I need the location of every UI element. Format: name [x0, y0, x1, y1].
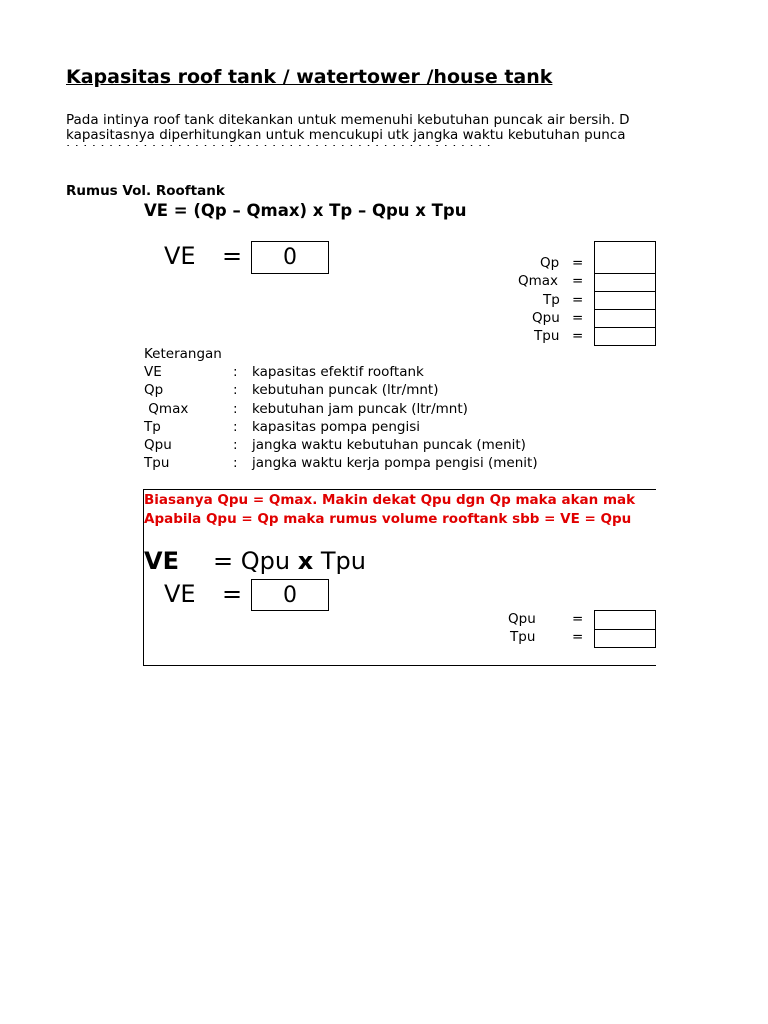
input-eq-qp: =: [572, 255, 584, 271]
intro-line-2: kapasitasnya diperhitungkan untuk mencukupi utk jangka waktu kebutuhan punca: [66, 127, 626, 143]
keterangan-desc-tpu: jangka waktu kerja pompa pengisi (menit): [252, 455, 538, 471]
rumus-heading: Rumus Vol. Rooftank: [66, 183, 225, 199]
keterangan-term-qp: Qp: [144, 382, 164, 398]
ve2-equals: =: [222, 580, 243, 608]
keterangan-desc-qp: kebutuhan puncak (ltr/mnt): [252, 382, 439, 398]
page-title: Kapasitas roof tank / watertower /house tank: [66, 66, 553, 88]
input2-label-tpu: Tpu: [510, 629, 536, 645]
intro-line-3-clipped: [66, 145, 656, 148]
ve-result-cell[interactable]: [251, 241, 329, 274]
keterangan-sep: :: [233, 419, 238, 435]
simplified-ve: VE: [144, 547, 179, 575]
keterangan-desc-qpu: jangka waktu kebutuhan puncak (menit): [252, 437, 526, 453]
note-line-1: Biasanya Qpu = Qmax. Makin dekat Qpu dgn Qp maka akan mak: [144, 492, 636, 508]
ve2-result-cell[interactable]: [251, 579, 329, 611]
keterangan-term-ve: VE: [144, 364, 162, 380]
intro-line-1: Pada intinya roof tank ditekankan untuk memenuhi kebutuhan puncak air bersih. D: [66, 112, 630, 128]
input-cell-qpu[interactable]: [594, 309, 656, 328]
ve-result-value: 0: [283, 245, 297, 270]
keterangan-desc-tp: kapasitas pompa pengisi: [252, 419, 421, 435]
simplified-tpu: Tpu: [320, 547, 366, 575]
keterangan-term-tpu: Tpu: [144, 455, 170, 471]
simplified-formula: [144, 547, 366, 575]
input-eq-tp: =: [572, 292, 584, 308]
input-label-qpu: Qpu: [532, 310, 560, 326]
keterangan-sep: :: [233, 382, 238, 398]
ve2-label: VE: [164, 580, 196, 608]
input2-label-qpu: Qpu: [508, 611, 536, 627]
input2-eq-tpu: =: [572, 629, 584, 645]
rumus-formula: VE = (Qp – Qmax) x Tp – Qpu x Tpu: [144, 201, 467, 220]
input-label-qmax: Qmax: [518, 273, 559, 289]
keterangan-sep: :: [233, 401, 238, 417]
input-label-tp: Tp: [543, 292, 560, 308]
simplified-x: x: [297, 547, 314, 575]
input-cell-tpu[interactable]: [594, 327, 656, 346]
keterangan-term-tp: Tp: [144, 419, 161, 435]
input-cell-qp[interactable]: [594, 241, 656, 274]
input-label-qp: Qp: [540, 255, 560, 271]
ve-equals: =: [222, 242, 243, 270]
keterangan-term-qmax: Qmax: [144, 401, 189, 417]
input-eq-qpu: =: [572, 310, 584, 326]
input-cell-tp[interactable]: [594, 291, 656, 310]
input2-cell-qpu[interactable]: [594, 610, 656, 630]
input2-eq-qpu: =: [572, 611, 584, 627]
keterangan-sep: :: [233, 437, 238, 453]
simplified-formula-rest: = Qpu: [212, 547, 291, 575]
keterangan-term-qpu: Qpu: [144, 437, 172, 453]
input-eq-tpu: =: [572, 328, 584, 344]
keterangan-heading: Keterangan: [144, 346, 222, 362]
input2-cell-tpu[interactable]: [594, 629, 656, 648]
input-cell-qmax[interactable]: [594, 273, 656, 292]
ve-label: VE: [164, 242, 196, 270]
ve2-result-value: 0: [283, 582, 297, 608]
keterangan-desc-qmax: kebutuhan jam puncak (ltr/mnt): [252, 401, 468, 417]
input-eq-qmax: =: [572, 273, 584, 289]
keterangan-desc-ve: kapasitas efektif rooftank: [252, 364, 424, 380]
note-line-2: Apabila Qpu = Qp maka rumus volume rooftank sbb = VE = Qpu: [144, 511, 632, 527]
input-label-tpu: Tpu: [534, 328, 560, 344]
keterangan-sep: :: [233, 364, 238, 380]
keterangan-sep: :: [233, 455, 238, 471]
